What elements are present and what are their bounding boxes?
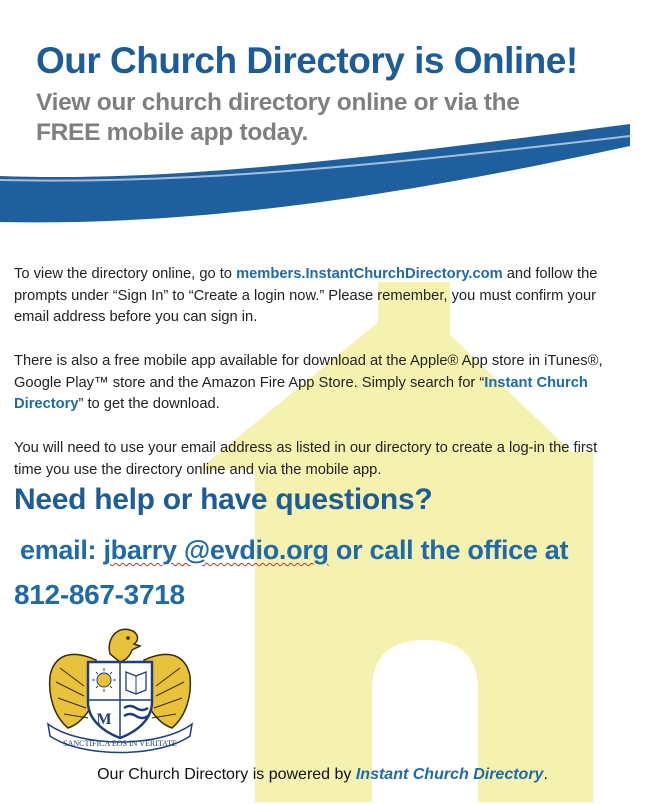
instructions-paragraph-online <box>14 264 614 329</box>
office-phone: 812-867-3718 <box>14 579 185 610</box>
blue-wave-banner <box>0 118 630 228</box>
subtitle-line-2: FREE mobile app today. <box>36 119 309 146</box>
footer-brand-link[interactable]: Instant Church Directory <box>355 766 544 783</box>
p2-text-end: ” to get the download. <box>78 396 220 412</box>
crest-letter: M <box>96 711 112 728</box>
contact-line <box>20 534 568 566</box>
p1-text-end: and follow the prompts under “Sign In” to “Create a login now.” Please remember, you must confirm your email address before you can sign in. <box>14 266 598 325</box>
subtitle-line-1: View our church directory online or via the <box>36 89 520 116</box>
footer-suffix: . <box>543 766 548 783</box>
directory-website-link[interactable]: members.InstantChurchDirectory.com <box>236 266 503 282</box>
help-heading: Need help or have questions? <box>14 483 433 516</box>
app-search-term: Instant Church Directory <box>14 374 588 412</box>
contact-email[interactable]: jbarry @evdio.org <box>103 535 329 565</box>
footer-credit <box>0 764 645 786</box>
instructions-paragraph-login: You will need to use your email address as listed in our directory to create a log-in the first time you use the directory online and via the mobile app. <box>14 440 598 478</box>
contact-suffix: or call the office at <box>328 535 569 565</box>
diocese-crest-logo <box>40 616 200 754</box>
instructions-paragraph-mobile-app <box>14 351 614 416</box>
footer-prefix: Our Church Directory is powered by <box>97 766 356 783</box>
p2-text-start: There is also a free mobile app available for download at the Apple® App store in iTunes®, Google Play™ store and the Amazon Fire App Store. Simply search for “ <box>14 353 603 391</box>
p1-text-start: To view the directory online, go to <box>14 266 237 282</box>
page-title: Our Church Directory is Online! <box>36 40 578 81</box>
contact-prefix: email: <box>20 535 104 565</box>
crest-motto: SANCTIFICA EOS IN VERITATE <box>63 739 177 748</box>
